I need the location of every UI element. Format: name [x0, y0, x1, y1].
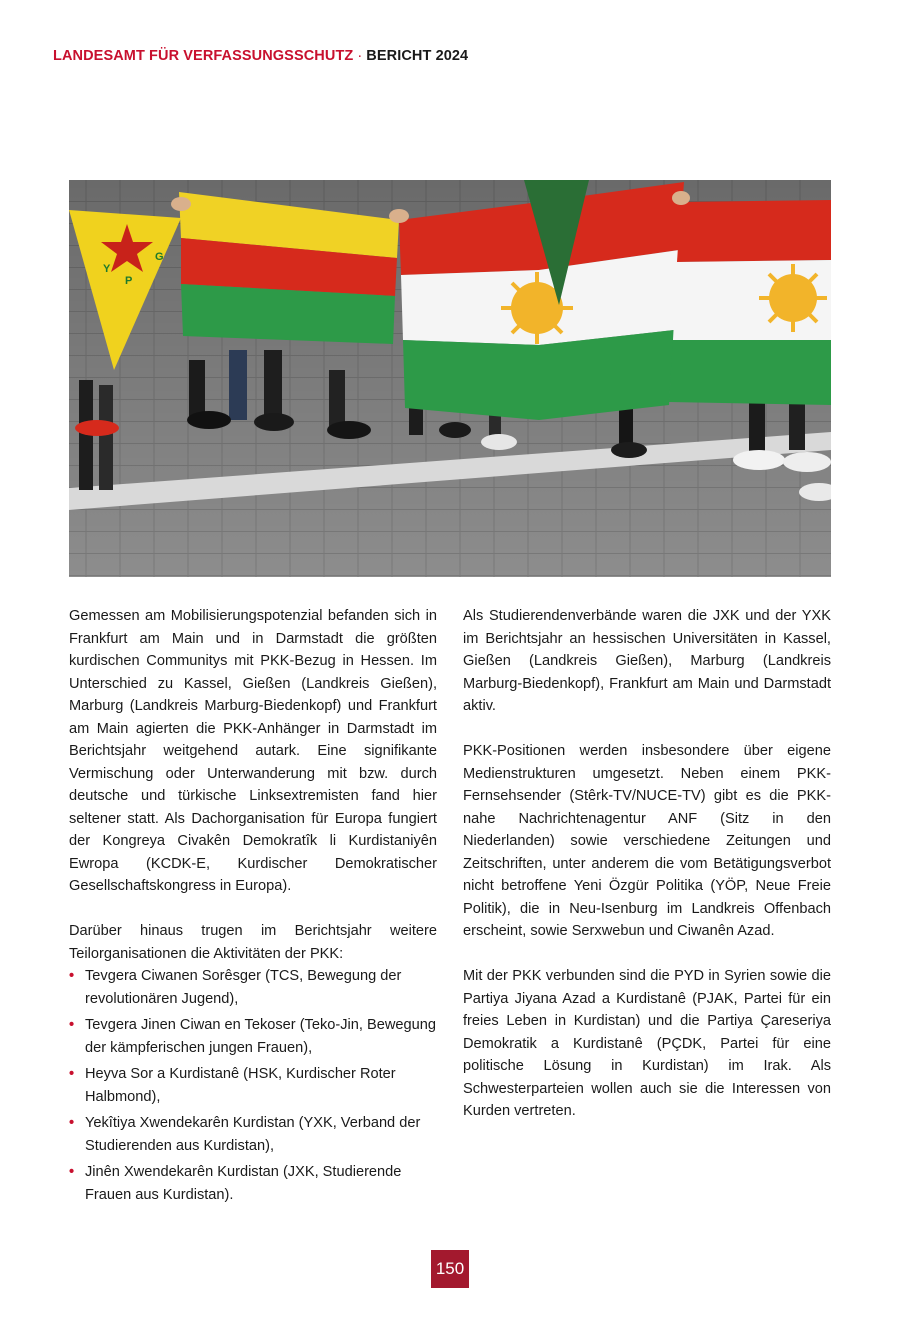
- header-separator: ·: [357, 48, 363, 64]
- right-paragraph-2: PKK-Positionen werden insbesondere über eigene Medienstrukturen umgesetzt. Neben einem PKK-Fernsehsender (Stêrk-TV/NUCE-TV) gibt es die PKK-nahe Nachrichtenagentur ANF (Sitz in den Niederlanden) sowie verschiedene Zeitungen und Zeitschriften, unter anderem die vom Betätigungsverbot nicht betroffene Yeni Özgür Politika (YÖP, Neue Freie Politik), die in Neu-Isenburg im Landkreis Offenbach erscheint, sowie Serxwebun und Ciwanên Azad.: [463, 743, 831, 939]
- photo-illustration: [69, 180, 831, 577]
- right-paragraph-3: Mit der PKK verbunden sind die PYD in Syrien sowie die Partiya Jiyana Azad a Kurdistanê (PJAK, Partei für ein freies Leben in Kurdistan) und die Partiya Çareseriya Demokratik a Kurdistanê (PÇDK, Partei für eine politische Lösung in Kurdistan) im Irak. Als Schwesterparteien wollen auch sie die Interessen von Kurden vertreten.: [463, 968, 831, 1119]
- left-paragraph-2: Darüber hinaus trugen im Berichtsjahr weitere Teilorganisationen die Aktivitäten der PKK:: [69, 923, 437, 962]
- left-column: [69, 605, 437, 1210]
- list-item: • Tevgera Jinen Ciwan en Tekoser (Teko-Jin, Bewegung der kämpferischen jungen Frauen),: [69, 1014, 437, 1059]
- demonstration-photo: [69, 180, 831, 577]
- left-paragraph-1: Gemessen am Mobilisierungspotenzial befanden sich in Frankfurt am Main und in Darmstadt die größten kurdischen Communitys mit PKK-Bezug in Hessen. Im Unterschied zu Kassel, Gießen (Landkreis Gießen), Marburg (Landkreis Marburg-Biedenkopf) und Frankfurt am Main agierten die PKK-Anhänger in Darmstadt im Berichtsjahr weitgehend autark. Eine signifikante Vermischung oder Unterwanderung mit bzw. durch deutsche und türkische Linksextremisten fand hier seltener statt. Als Dachorganisation für Europa fungiert der Kongreya Civakên Demokratîk li Kurdistaniyên Ewropa (KCDK-E, Kurdischer Demokratischer Gesellschaftskongress in Europa).: [69, 608, 437, 894]
- list-item: • Heyva Sor a Kurdistanê (HSK, Kurdischer Roter Halbmond),: [69, 1063, 437, 1108]
- header-report: BERICHT 2024: [366, 48, 469, 64]
- right-column: [463, 605, 831, 1123]
- header-org: LANDESAMT FÜR VERFASSUNGSSCHUTZ: [53, 48, 354, 64]
- kurdistan-flag-2: [669, 200, 831, 405]
- right-paragraph-1: Als Studierendenverbände waren die JXK und der YXK im Berichtsjahr an hessischen Universitäten in Kassel, Gießen (Landkreis Gießen), Marburg (Landkreis Marburg-Biedenkopf), Frankfurt am Main und Darmstadt aktiv.: [463, 608, 831, 714]
- list-item: • Jinên Xwendekarên Kurdistan (JXK, Studierende Frauen aus Kurdistan).: [69, 1161, 437, 1206]
- ypg-letter-y: Y: [103, 263, 111, 275]
- page-number: 150: [431, 1250, 469, 1288]
- organisation-list: [69, 965, 437, 1206]
- ypg-letter-p: P: [125, 275, 133, 287]
- list-item: • Tevgera Ciwanen Sorêsger (TCS, Bewegung der revolutionären Jugend),: [69, 965, 437, 1010]
- ypg-letter-g: G: [155, 251, 164, 263]
- list-item: • Yekîtiya Xwendekarên Kurdistan (YXK, Verband der Studierenden aus Kurdistan),: [69, 1112, 437, 1157]
- running-header: [53, 48, 468, 64]
